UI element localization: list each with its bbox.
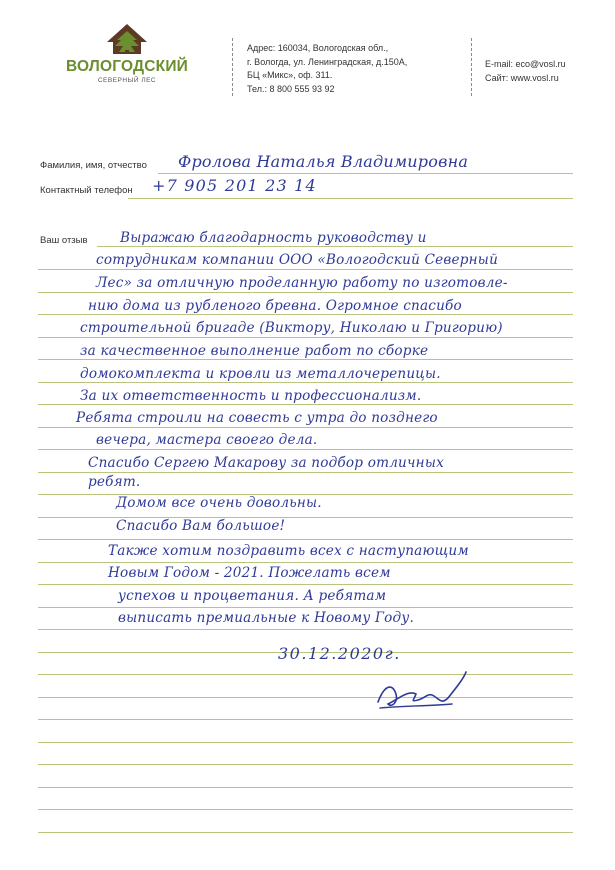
review-line: Ребята строили на совесть с утра до позднего: [76, 410, 438, 426]
review-line: вечера, мастера своего дела.: [96, 432, 318, 448]
ruled-line: [38, 314, 573, 315]
review-line: Спасибо Вам большое!: [116, 518, 286, 534]
ruled-line: [38, 719, 573, 720]
company-name: ВОЛОГОДСКИЙ: [65, 58, 189, 75]
ruled-line: [38, 269, 573, 270]
ruled-line: [38, 697, 573, 698]
ruled-line: [38, 764, 573, 765]
ruled-line: [38, 584, 573, 585]
review-line: Также хотим поздравить всех с наступающим: [108, 543, 469, 559]
signature-mark: [370, 668, 470, 718]
ruled-line: [38, 449, 573, 450]
ruled-line: [38, 832, 573, 833]
review-line: Домом все очень довольны.: [116, 495, 322, 511]
ruled-line: [38, 427, 573, 428]
ruled-line: [38, 742, 573, 743]
ruled-line: [38, 629, 573, 630]
review-label: Ваш отзыв: [40, 235, 88, 246]
ruled-line: [38, 809, 573, 810]
ruled-line: [38, 562, 573, 563]
ruled-line: [38, 674, 573, 675]
company-site: Сайт: www.vosl.ru: [485, 72, 559, 83]
address-line: Адрес: 160034, Вологодская обл.,: [247, 43, 389, 53]
phone-line: Тел.: 8 800 555 93 92: [247, 83, 335, 94]
phone-handwritten: +7 905 201 23 14: [152, 176, 317, 195]
review-date: 30.12.2020г.: [278, 644, 401, 663]
review-line: Спасибо Сергею Макарову за подбор отличных: [88, 455, 444, 471]
review-line: выписать премиальные к Новому Году.: [118, 610, 414, 626]
ruled-line: [97, 246, 573, 247]
review-line: За их ответственность и профессионализм.: [80, 388, 422, 404]
review-line: ребят.: [88, 474, 141, 490]
ruled-line: [38, 787, 573, 788]
ruled-line: [158, 173, 573, 174]
address-line: г. Вологда, ул. Ленинградская, д.150А,: [247, 56, 408, 67]
ruled-line: [38, 539, 573, 540]
review-line: сотрудникам компании ООО «Вологодский Северный: [96, 252, 499, 268]
phone-label: Контактный телефон: [40, 185, 133, 196]
name-label: Фамилия, имя, отчество: [40, 160, 147, 171]
review-line: Выражаю благодарность руководству и: [120, 230, 427, 246]
name-handwritten: Фролова Наталья Владимировна: [178, 152, 469, 171]
ruled-line: [38, 337, 573, 338]
ruled-line: [38, 607, 573, 608]
review-line: Лес» за отличную проделанную работу по изготовле-: [96, 275, 508, 291]
review-line: успехов и процветания. А ребятам: [118, 588, 387, 604]
review-line: Новым Годом - 2021. Пожелать всем: [108, 565, 391, 581]
review-line: домокомплекта и кровли из металлочерепицы.: [80, 366, 441, 382]
company-email: E-mail: eco@vosl.ru: [485, 59, 566, 69]
review-line: за качественное выполнение работ по сборке: [80, 343, 429, 359]
review-line: нию дома из рубленого бревна. Огромное спасибо: [88, 298, 462, 314]
ruled-line: [38, 382, 573, 383]
company-tagline: СЕВЕРНЫЙ ЛЕС: [97, 77, 157, 84]
address-line: БЦ «Микс», оф. 311.: [247, 70, 333, 80]
ruled-line: [38, 292, 573, 293]
review-line: строительной бригаде (Виктору, Николаю и Григорию): [80, 320, 503, 336]
ruled-line: [128, 198, 573, 199]
ruled-line: [38, 404, 573, 405]
ruled-line: [38, 472, 573, 473]
ruled-line: [38, 359, 573, 360]
